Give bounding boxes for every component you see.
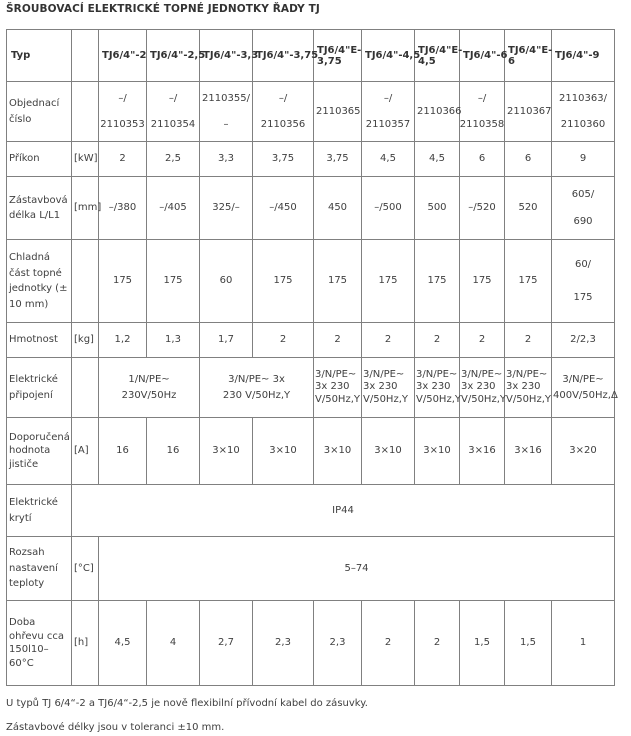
- row-label: Hmotnost: [7, 323, 72, 358]
- column-header: TJ6/4"-2,5: [147, 30, 200, 82]
- column-header: TJ6/4"-3,75: [253, 30, 314, 82]
- table-cell: 2: [99, 142, 147, 177]
- table-cell: 2: [362, 323, 415, 358]
- note-tolerance: Zástavbové délky jsou v toleranci ±10 mm.: [6, 722, 225, 733]
- column-header: TJ6/4"-2: [99, 30, 147, 82]
- table-cell: 6: [460, 142, 505, 177]
- table-cell: 60: [200, 240, 253, 323]
- table-cell: 3×10: [200, 418, 253, 485]
- table-cell: 4,5: [99, 601, 147, 686]
- table-cell: 3/N/PE~ 3x 230 V/50Hz,Y: [460, 358, 505, 418]
- table-cell: IP44: [72, 485, 615, 537]
- table-cell: 1,5: [505, 601, 552, 686]
- table-cell: –/380: [99, 177, 147, 240]
- table-cell: 3/N/PE~ 3x 230 V/50Hz,Y: [200, 358, 314, 418]
- table-cell: 175: [99, 240, 147, 323]
- note-cable: U typů TJ 6/4“-2 a TJ6/4“-2,5 je nově flexibilní přívodní kabel do zásuvky.: [6, 698, 368, 709]
- table-cell: 60/ 175: [552, 240, 615, 323]
- table-cell: 2,3: [253, 601, 314, 686]
- table-cell: 605/ 690: [552, 177, 615, 240]
- row-unit: [kg]: [72, 323, 99, 358]
- page-title: ŠROUBOVACÍ ELEKTRICKÉ TOPNÉ JEDNOTKY ŘADY TJ: [6, 3, 320, 15]
- column-header: TJ6/4"E-3,75: [314, 30, 362, 82]
- row-label: Rozsah nastavení teploty: [7, 537, 72, 601]
- table-cell: –/ 2110353: [99, 82, 147, 142]
- header-unit-cell: [72, 30, 99, 82]
- spec-table: [6, 29, 618, 686]
- table-row: [7, 240, 615, 323]
- table-cell: 5–74: [99, 537, 615, 601]
- table-cell: –/520: [460, 177, 505, 240]
- table-cell: 3×10: [415, 418, 460, 485]
- table-header-row: [7, 30, 615, 82]
- table-cell: 175: [314, 240, 362, 323]
- table-cell: –/405: [147, 177, 200, 240]
- table-cell: 3×16: [505, 418, 552, 485]
- row-unit: [kW]: [72, 142, 99, 177]
- table-cell: –/ 2110358: [460, 82, 505, 142]
- table-cell: 2,5: [147, 142, 200, 177]
- table-cell: 1,7: [200, 323, 253, 358]
- row-unit: [72, 240, 99, 323]
- header-label: Typ: [7, 30, 72, 82]
- row-unit: [mm]: [72, 177, 99, 240]
- table-row: [7, 142, 615, 177]
- table-cell: 2/2,3: [552, 323, 615, 358]
- table-cell: 2: [362, 601, 415, 686]
- table-cell: 2110365: [314, 82, 362, 142]
- table-cell: 2: [415, 601, 460, 686]
- table-cell: 1/N/PE~ 230V/50Hz: [99, 358, 200, 418]
- row-unit: [A]: [72, 418, 99, 485]
- table-cell: 3/N/PE~ 3x 230 V/50Hz,Y: [415, 358, 460, 418]
- table-cell: 4: [147, 601, 200, 686]
- table-cell: 3×16: [460, 418, 505, 485]
- table-cell: –/ 2110356: [253, 82, 314, 142]
- table-cell: 2: [415, 323, 460, 358]
- table-row: [7, 601, 615, 686]
- row-unit: [72, 82, 99, 142]
- table-cell: 9: [552, 142, 615, 177]
- column-header: TJ6/4"-9: [552, 30, 615, 82]
- table-row: [7, 485, 615, 537]
- table-cell: 6: [505, 142, 552, 177]
- row-label: Elektrické připojení: [7, 358, 72, 418]
- column-header: TJ6/4"E-4,5: [415, 30, 460, 82]
- table-cell: 16: [99, 418, 147, 485]
- table-cell: 3×10: [314, 418, 362, 485]
- table-cell: –/ 2110357: [362, 82, 415, 142]
- table-cell: 2110363/ 2110360: [552, 82, 615, 142]
- table-cell: 3×10: [362, 418, 415, 485]
- row-label: Zástavbová délka L/L1: [7, 177, 72, 240]
- table-cell: 3×10: [253, 418, 314, 485]
- table-cell: 325/–: [200, 177, 253, 240]
- table-cell: 1,2: [99, 323, 147, 358]
- table-cell: 2110367: [505, 82, 552, 142]
- table-cell: 175: [147, 240, 200, 323]
- row-label: Doba ohřevu cca 150l10–60°C: [7, 601, 72, 686]
- table-cell: 1,3: [147, 323, 200, 358]
- table-cell: –/ 2110354: [147, 82, 200, 142]
- table-row: [7, 323, 615, 358]
- table-cell: 2110366: [415, 82, 460, 142]
- table-cell: 450: [314, 177, 362, 240]
- table-cell: 3,3: [200, 142, 253, 177]
- column-header: TJ6/4"-6: [460, 30, 505, 82]
- table-cell: 520: [505, 177, 552, 240]
- table-cell: 16: [147, 418, 200, 485]
- table-row: [7, 358, 615, 418]
- row-unit: [h]: [72, 601, 99, 686]
- table-cell: 3/N/PE~ 400V/50Hz,Δ: [552, 358, 615, 418]
- row-label: Objednací číslo: [7, 82, 72, 142]
- table-cell: 500: [415, 177, 460, 240]
- table-cell: 1,5: [460, 601, 505, 686]
- table-cell: 175: [460, 240, 505, 323]
- table-cell: 2,3: [314, 601, 362, 686]
- table-row: [7, 418, 615, 485]
- row-label: Chladná část topné jednotky (± 10 mm): [7, 240, 72, 323]
- table-cell: 3/N/PE~ 3x 230 V/50Hz,Y: [314, 358, 362, 418]
- row-label: Doporučená hodnota jističe: [7, 418, 72, 485]
- table-cell: 2: [460, 323, 505, 358]
- table-cell: 3/N/PE~ 3x 230 V/50Hz,Y: [505, 358, 552, 418]
- table-cell: 175: [415, 240, 460, 323]
- table-cell: 175: [253, 240, 314, 323]
- table-cell: 2: [253, 323, 314, 358]
- table-row: [7, 537, 615, 601]
- table-cell: 4,5: [362, 142, 415, 177]
- table-cell: 2,7: [200, 601, 253, 686]
- table-cell: 175: [362, 240, 415, 323]
- column-header: TJ6/4"-3,3: [200, 30, 253, 82]
- table-cell: 3/N/PE~ 3x 230 V/50Hz,Y: [362, 358, 415, 418]
- table-row: [7, 82, 615, 142]
- table-cell: 1: [552, 601, 615, 686]
- table-cell: 2: [314, 323, 362, 358]
- row-unit: [72, 358, 99, 418]
- row-label: Příkon: [7, 142, 72, 177]
- column-header: TJ6/4"-4,5: [362, 30, 415, 82]
- row-unit: [°C]: [72, 537, 99, 601]
- table-cell: 3×20: [552, 418, 615, 485]
- table-cell: 3,75: [253, 142, 314, 177]
- table-cell: –/450: [253, 177, 314, 240]
- table-cell: 2110355/ –: [200, 82, 253, 142]
- table-cell: –/500: [362, 177, 415, 240]
- table-cell: 4,5: [415, 142, 460, 177]
- table-cell: 175: [505, 240, 552, 323]
- table-cell: 3,75: [314, 142, 362, 177]
- table-row: [7, 177, 615, 240]
- column-header: TJ6/4"E-6: [505, 30, 552, 82]
- table-cell: 2: [505, 323, 552, 358]
- row-label: Elektrické krytí: [7, 485, 72, 537]
